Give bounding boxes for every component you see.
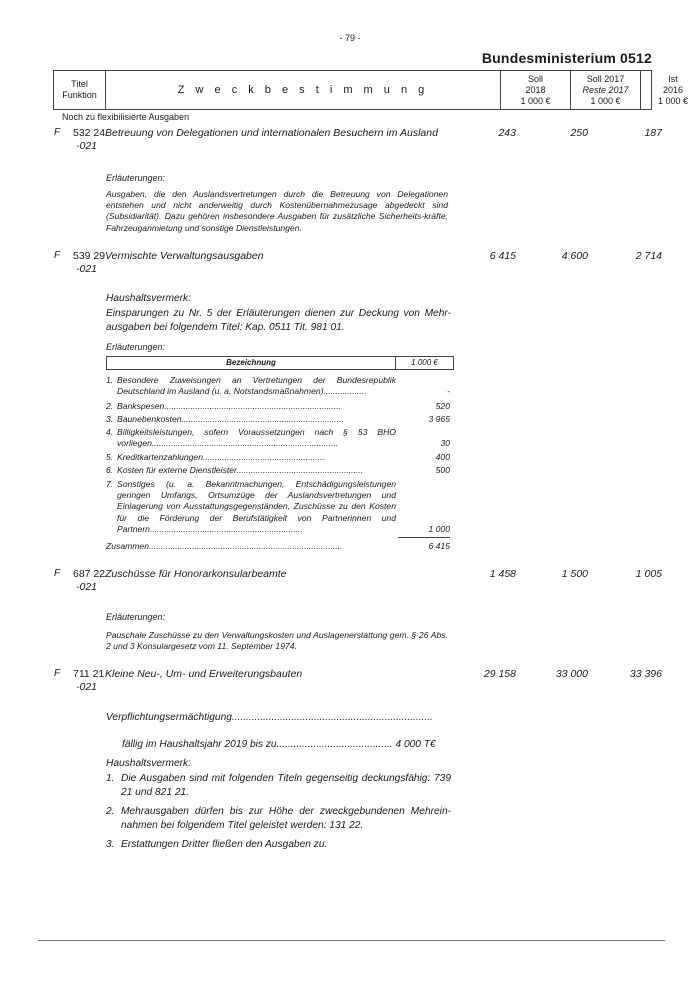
bezeichnung-header: Bezeichnung — [107, 357, 396, 369]
header-funktion: Funktion — [62, 90, 97, 100]
header-text: Ist — [668, 73, 678, 84]
erlaeuterungen-label: Erläuterungen: — [106, 173, 166, 183]
item-number: 5. — [106, 452, 114, 462]
header-text: 2016 — [662, 84, 684, 95]
total-label: Zusammen................................................................................. — [106, 541, 343, 551]
item-number: 2. — [106, 401, 114, 411]
funktion-number: -021 — [76, 681, 98, 693]
sum-rule — [398, 537, 450, 538]
item-value: 3 965 — [428, 414, 450, 424]
item-number: 1. — [106, 375, 114, 385]
header-zweckbestimmung: Z w e c k b e s t i m m u n g — [106, 71, 501, 109]
soll-2017-value: 1 500 — [561, 568, 588, 580]
soll-2018-value: 29 158 — [483, 668, 516, 680]
header-text: 1 000 € — [590, 95, 621, 106]
soll-2018-value: 1 458 — [489, 568, 516, 580]
soll-2018-value: 6 415 — [489, 250, 516, 262]
item-text: Billigkeitsleistungen, sofern Voraussetzungen nach § 53 BHO vorliegen.............................................................................. — [117, 427, 396, 449]
list-item — [106, 465, 396, 476]
list-item — [106, 401, 396, 412]
header-soll-2018 — [501, 71, 571, 109]
header-soll-2017 — [571, 71, 641, 109]
funktion-number: -021 — [76, 263, 98, 275]
list-item — [106, 452, 396, 463]
vermerk-text: Mehrausgaben dürfen bis zur Höhe der zweckgebundenen Mehrein-nahmen bei folgendem Titel geleistet werden: 131 22. — [121, 806, 451, 831]
soll-2017-value: 33 000 — [555, 668, 588, 680]
unit-header: 1 000 € — [411, 358, 438, 367]
item-value: 30 — [440, 438, 450, 448]
list-item — [106, 375, 396, 397]
entry-title: Betreuung von Delegationen und internationalen Besuchern im Ausland — [105, 127, 438, 139]
footer-rule — [38, 940, 665, 941]
list-item — [106, 414, 396, 425]
entry-title: Vermischte Verwaltungsausgaben — [105, 250, 264, 262]
header-titel: Titel — [71, 79, 88, 89]
vermerk-item — [106, 838, 451, 852]
flex-flag: F — [54, 568, 61, 579]
titel-number: 687 22 — [73, 568, 106, 580]
ist-2016-value: 33 396 — [629, 668, 662, 680]
item-value: 500 — [435, 465, 450, 475]
titel-number: 539 29 — [73, 250, 106, 262]
flex-flag: F — [54, 668, 61, 679]
vermerk-text: Erstattungen Dritter fließen den Ausgaben zu. — [121, 839, 328, 850]
entry-title: Zuschüsse für Honorarkonsularbeamte — [105, 568, 287, 580]
header-text: Soll 2017 — [586, 73, 625, 84]
item-text: Bankspesen.......................................................................... — [117, 401, 341, 411]
vermerk-text: Die Ausgaben sind mit folgenden Titeln gegenseitig deckungsfähig: 739 21 und 821 21. — [121, 773, 451, 798]
vermerk-item — [106, 805, 451, 833]
list-item — [106, 427, 396, 449]
flex-flag: F — [54, 127, 61, 138]
header-ist-2016 — [641, 71, 700, 109]
soll-2017-value: 250 — [570, 127, 588, 139]
page-number: - 79 - — [339, 33, 361, 43]
item-value: 520 — [435, 401, 450, 411]
item-value: - — [447, 386, 450, 396]
item-number: 4. — [106, 427, 114, 437]
haushaltsvermerk-text: Einsparungen zu Nr. 5 der Erläuterungen dienen zur Deckung von Mehr-ausgaben bei folgendem Titel: Kap. 0511 Tit. 981 01. — [106, 308, 451, 333]
ist-2016-value: 2 714 — [635, 250, 662, 262]
erlaeuterungen-table-header — [106, 356, 454, 370]
item-number: 7. — [106, 479, 114, 489]
item-text: Besondere Zuweisungen an Vertretungen der Bundesrepublik Deutschland im Ausland (u. a. Notstandsmaßnahmen).................. — [117, 375, 396, 397]
erlaeuterungen-text: Ausgaben, die den Auslandsvertretungen durch die Betreuung von Delegationen entstehen und nicht anderweitig durch Kostenübernahmezusage abgedeckt sind (Subsidiarität). Dazu gehören insbesondere Ausgaben für zusätzliche Sicherheits-kräfte, Fahrzeuganmietung und sonstige Dienstleistungen. — [106, 189, 448, 233]
soll-2017-value: 4 600 — [561, 250, 588, 262]
verpflichtungsermaechtigung-label: Verpflichtungsermächtigung....................................................................... — [106, 712, 433, 723]
continued-note: Noch zu flexibilisierte Ausgaben — [62, 112, 190, 122]
header-text: Reste 2017 — [582, 84, 629, 95]
ministry-header: Bundesministerium 0512 — [481, 50, 652, 66]
total-row — [106, 541, 396, 552]
item-text: Kreditkartenzahlungen................................................... — [117, 452, 325, 462]
titel-number: 532 24 — [73, 127, 106, 139]
item-number: 3. — [106, 414, 114, 424]
erlaeuterungen-text: Pauschale Zuschüsse zu den Verwaltungskosten und Auslagenerstattung gem. § 26 Abs. 2 und 3 Konsulargesetz vom 11. September 1974. — [106, 630, 448, 652]
haushaltsvermerk-label: Haushaltsvermerk: — [106, 758, 191, 769]
funktion-number: -021 — [76, 581, 98, 593]
flex-flag: F — [54, 250, 61, 261]
haushaltsvermerk-label: Haushaltsvermerk: — [106, 293, 191, 304]
verpflichtungsermaechtigung-line: fällig im Haushaltsjahr 2019 bis zu......................................... 4 000 T€ — [122, 739, 436, 750]
entry-title: Kleine Neu-, Um- und Erweiterungsbauten — [105, 668, 303, 680]
soll-2018-value: 243 — [498, 127, 516, 139]
erlaeuterungen-label: Erläuterungen: — [106, 612, 166, 622]
column-header — [53, 70, 689, 110]
item-number: 6. — [106, 465, 114, 475]
vermerk-number: 3. — [106, 839, 115, 850]
funktion-number: -021 — [76, 140, 98, 152]
vermerk-item — [106, 772, 451, 800]
item-value: 400 — [435, 452, 450, 462]
vermerk-number: 2. — [106, 806, 115, 817]
item-text: Sonstiges (u. a. Bekanntmachungen, Entschädigungsleistungen geringen Umfangs, Ortsumzüge der Auslandsvertretungen und Einlagerung von Ausstattungsgegenständen, Zuschüsse zu den Kosten für die Förderung der Berufstätigkeit von Partnerinnen und Partnern................................................................ — [117, 479, 396, 534]
erlaeuterungen-label: Erläuterungen: — [106, 342, 166, 352]
list-item — [106, 479, 396, 535]
total-value: 6 415 — [428, 541, 450, 551]
item-value: 1 000 — [428, 524, 450, 534]
vermerk-number: 1. — [106, 773, 115, 784]
header-text: Soll — [527, 73, 543, 84]
ist-2016-value: 187 — [644, 127, 662, 139]
header-text: 2018 — [525, 84, 546, 95]
item-text: Kosten für externe Dienstleister..................................................... — [117, 465, 364, 475]
header-titel-funktion — [54, 71, 106, 109]
header-text: 1 000 € — [657, 95, 689, 106]
titel-number: 711 21 — [73, 668, 105, 680]
header-text: 1 000 € — [520, 95, 551, 106]
ist-2016-value: 1 005 — [635, 568, 662, 580]
item-text: Baunebenkosten.................................................................... — [117, 414, 344, 424]
